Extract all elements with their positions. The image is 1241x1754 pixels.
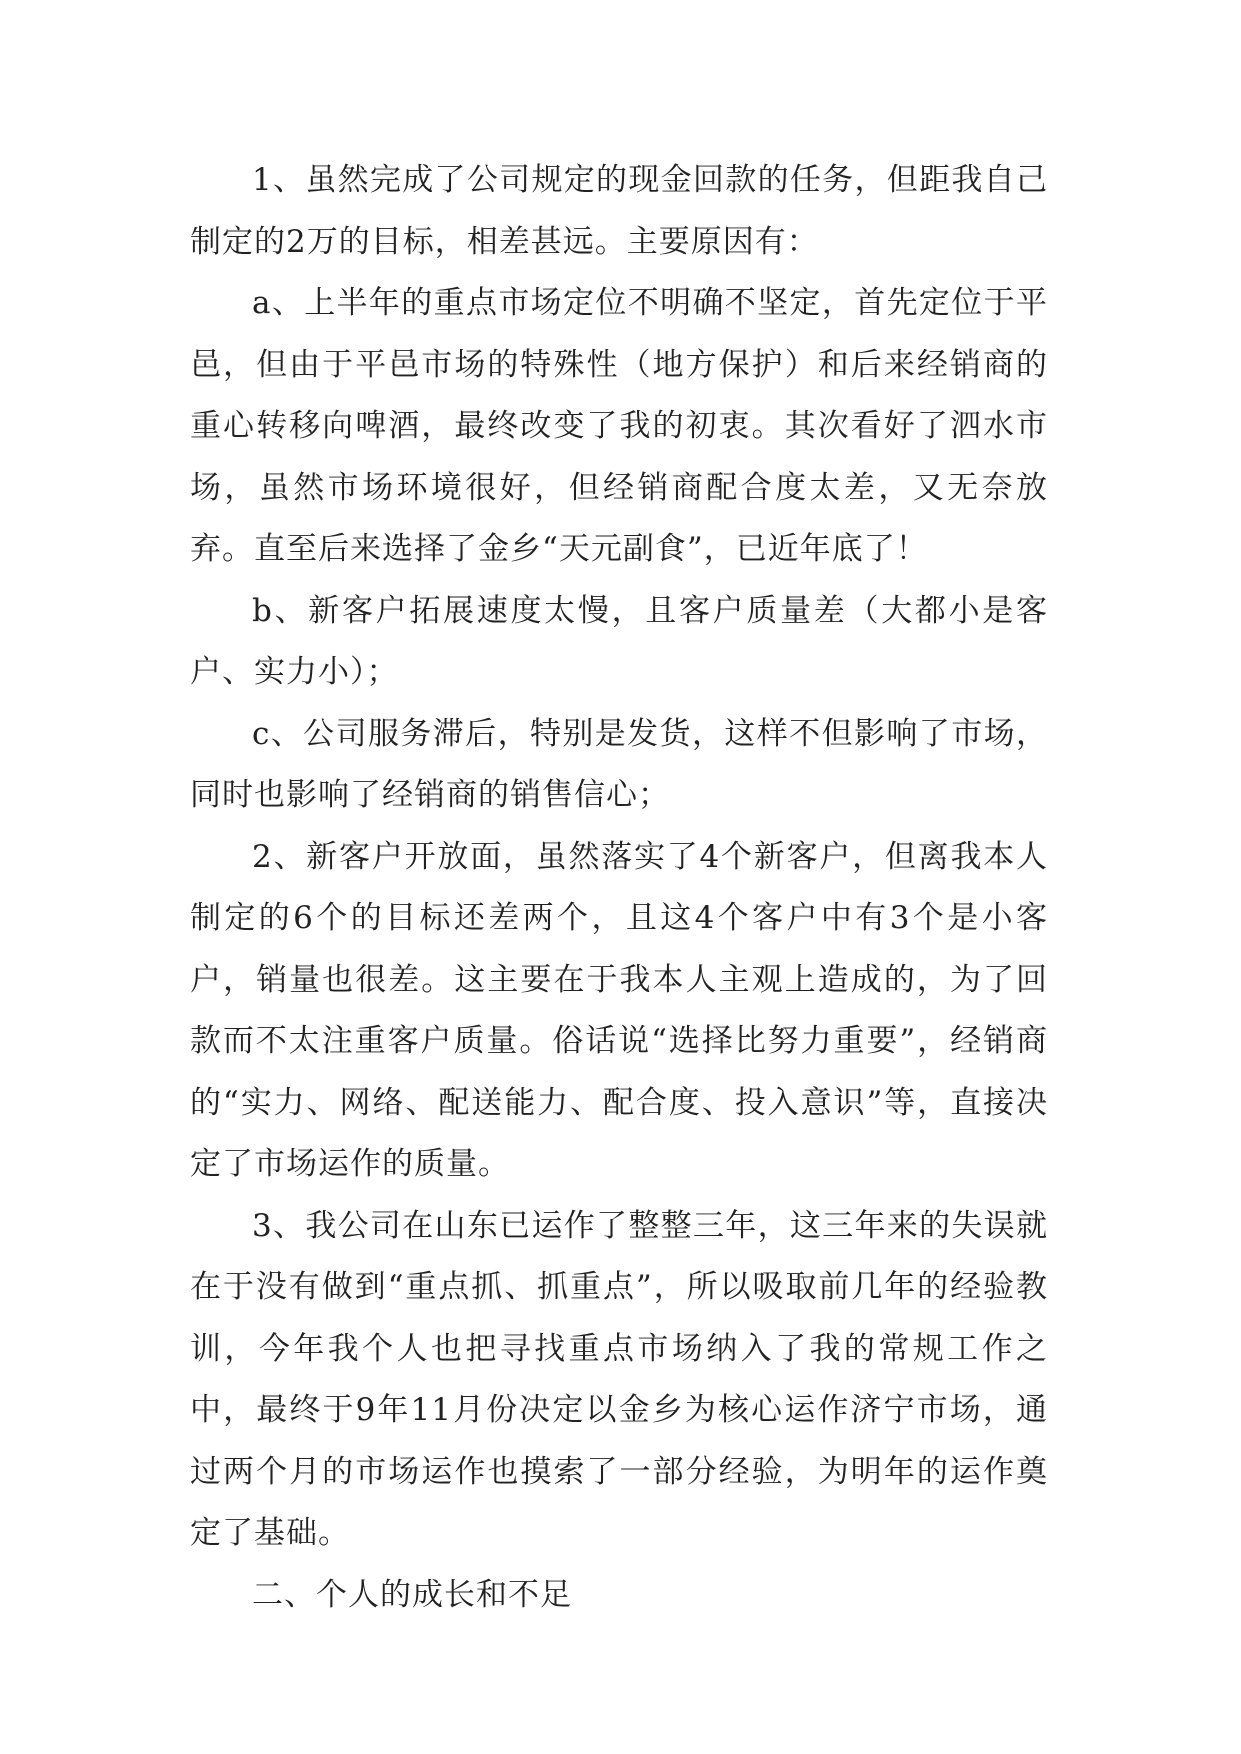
document-body	[190, 150, 1048, 1626]
paragraph-service-lag: c、公司服务滞后，特别是发货，这样不但影响了市场，同时也影响了经销商的销售信心；	[190, 715, 1048, 813]
paragraph-cash-collection: 1、虽然完成了公司规定的现金回款的任务，但距我自己制定的2万的目标，相差甚远。主要原因有：	[190, 162, 1048, 260]
paragraph-new-customers-slow: b、新客户拓展速度太慢，且客户质量差（大都小是客户、实力小）；	[190, 592, 1048, 690]
section-heading-growth: 二、个人的成长和不足	[252, 1576, 572, 1613]
paragraph-key-market: a、上半年的重点市场定位不明确不坚定，首先定位于平邑，但由于平邑市场的特殊性（地方保护）和后来经销商的重心转移向啤酒，最终改变了我的初衷。其次看好了泗水市场，虽然市场环境很好，但经销商配合度太差，又无奈放弃。直至后来选择了金乡“天元副食”，已近年底了！	[190, 285, 1048, 567]
paragraph-shandong-operation: 3、我公司在山东已运作了整整三年，这三年来的失误就在于没有做到“重点抓、抓重点”，所以吸取前几年的经验教训，今年我个人也把寻找重点市场纳入了我的常规工作之中，最终于9年11月份决定以金乡为核心运作济宁市场，通过两个月的市场运作也摸索了一部分经验，为明年的运作奠定了基础。	[190, 1207, 1048, 1551]
paragraph-new-customer-coverage: 2、新客户开放面，虽然落实了4个新客户，但离我本人制定的6个的目标还差两个，且这4个客户中有3个是小客户，销量也很差。这主要在于我本人主观上造成的，为了回款而不太注重客户质量。俗话说“选择比努力重要”，经销商的“实力、网络、配送能力、配合度、投入意识”等，直接决定了市场运作的质量。	[190, 838, 1048, 1182]
